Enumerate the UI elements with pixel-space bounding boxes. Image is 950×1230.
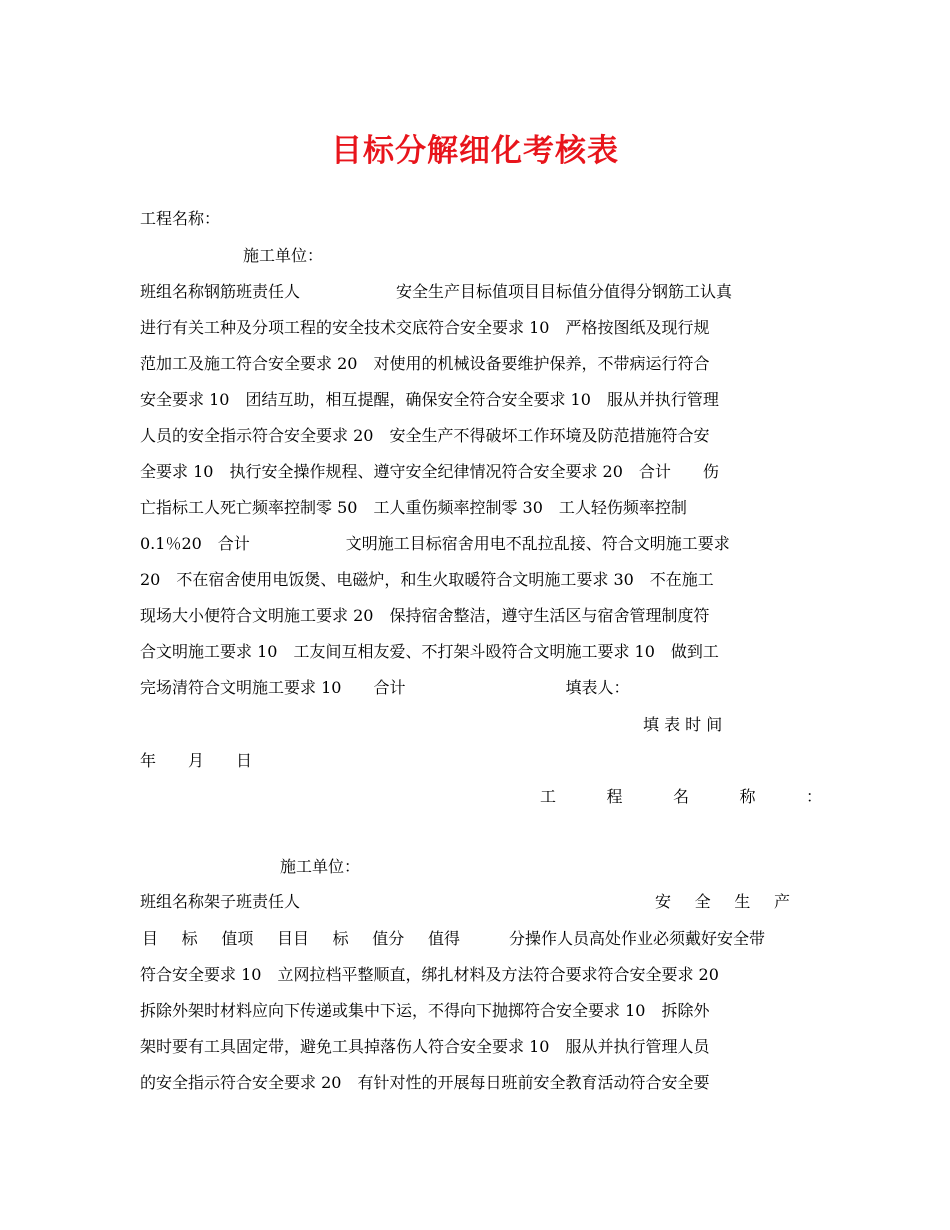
fill-time-label: 填 表 时 间 xyxy=(643,715,723,734)
body-line: 0.1％20 合计 文明施工目标宿舍用电不乱拉乱接、符合文明施工要求 xyxy=(140,534,730,553)
char: 目 xyxy=(142,929,159,948)
body-line: 20 不在宿舍使用电饭煲、电磁炉，和生火取暖符合文明施工要求 30 不在施工 xyxy=(140,570,714,589)
date-line: 年 月 日 xyxy=(140,751,253,770)
char: 工 xyxy=(540,787,557,806)
team-leader-line: 班组名称架子班责任人 xyxy=(140,892,301,911)
project-name-spaced-label xyxy=(540,786,822,808)
char: 目目 xyxy=(276,929,309,948)
char: 产 xyxy=(773,892,790,911)
char: 全 xyxy=(694,892,711,911)
body-line: 安全要求 10 团结互助，相互提醒，确保安全符合安全要求 10 服从并执行管理 xyxy=(140,390,719,409)
char: 标 xyxy=(181,929,198,948)
body-line: 完场清符合文明施工要求 10 合计 填表人： xyxy=(140,678,630,697)
char: ： xyxy=(805,787,822,806)
body-line: 现场大小便符合文明施工要求 20 保持宿舍整洁，遵守生活区与宿舍管理制度符 xyxy=(140,606,710,625)
char: 值分 xyxy=(372,929,405,948)
char: 生 xyxy=(734,892,751,911)
target-header-spaced xyxy=(142,928,460,950)
char: 值得 xyxy=(427,929,460,948)
construction-unit-label: 施工单位： xyxy=(280,857,361,876)
body-line: 合文明施工要求 10 工友间互相友爱、不打架斗殴符合文明施工要求 10 做到工 xyxy=(140,642,719,661)
body-line: 范加工及施工符合安全要求 20 对使用的机械设备要维护保养，不带病运行符合 xyxy=(140,354,710,373)
body-line: 人员的安全指示符合安全要求 20 安全生产不得破坏工作环境及防范措施符合安 xyxy=(140,426,710,445)
body-line: 拆除外架时材料应向下传递或集中下运，不得向下抛掷符合安全要求 10 拆除外 xyxy=(140,1001,710,1020)
body-line: 符合安全要求 10 立网拉档平整顺直，绑扎材料及方法符合要求符合安全要求 20 xyxy=(140,965,719,984)
char: 称 xyxy=(739,787,756,806)
safety-production-spaced xyxy=(655,891,790,913)
body-line: 架时要有工具固定带，避免工具掉落伤人符合安全要求 10 服从并执行管理人员 xyxy=(140,1037,710,1056)
construction-unit-label: 施工单位： xyxy=(243,246,324,265)
char: 标 xyxy=(332,929,349,948)
body-line: 班组名称钢筋班责任人 安全生产目标值项目目标值分值得分钢筋工认真 xyxy=(140,282,733,301)
char: 值项 xyxy=(221,929,254,948)
body-line: 亡指标工人死亡频率控制零 50 工人重伤频率控制零 30 工人轻伤频率控制 xyxy=(140,498,687,517)
char: 安 xyxy=(655,892,672,911)
body-line: 全要求 10 执行安全操作规程、遵守安全纪律情况符合安全要求 20 合计 伤 xyxy=(140,462,719,481)
body-line: 的安全指示符合安全要求 20 有针对性的开展每日班前安全教育活动符合安全要 xyxy=(140,1073,710,1092)
char: 程 xyxy=(606,787,623,806)
char: 名 xyxy=(672,787,689,806)
body-line: 分操作人员高处作业必须戴好安全带 xyxy=(509,929,766,948)
project-name-label: 工程名称： xyxy=(140,209,221,228)
document-title: 目标分解细化考核表 xyxy=(331,133,619,169)
body-line: 进行有关工种及分项工程的安全技术交底符合安全要求 10 严格按图纸及现行规 xyxy=(140,318,710,337)
